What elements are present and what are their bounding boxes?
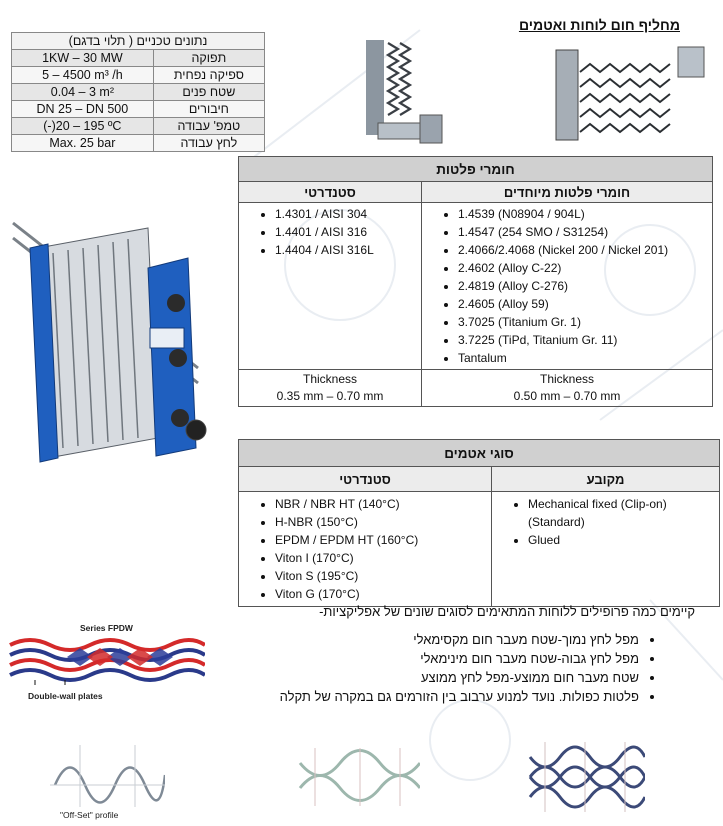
gaskets-title: סוגי אטמים [239, 440, 720, 467]
list-item: • 2.4819 (Alloy C-276) [458, 277, 712, 295]
list-item: • 1.4301 / AISI 304 [275, 205, 421, 223]
list-item: • 2.4605 (Alloy 59) [458, 295, 712, 313]
series-caption: Series FPDW [80, 623, 133, 633]
offset-profile-diagram [50, 745, 165, 807]
plate-materials-table [238, 156, 713, 407]
list-item: • מפל לחץ נמוך-שטח מעבר חום מקסימאלי [225, 630, 639, 649]
gaskets-fixed-cell [492, 492, 720, 607]
spec-value: DN 25 – DN 500 [12, 101, 154, 118]
list-item: • Viton G (170°C) [275, 585, 491, 603]
list-item: • Glued [528, 531, 689, 549]
profiles-list [225, 630, 665, 706]
spec-label: לחץ עבודה [153, 135, 264, 152]
spec-label: חיבורים [153, 101, 264, 118]
double-wall-caption: Double-wall plates [28, 691, 103, 701]
spec-value: (-)20 – 195 ºC [12, 118, 154, 135]
list-item: • Viton I (170°C) [275, 549, 491, 567]
list-item: • 1.4547 (254 SMO / S31254) [458, 223, 712, 241]
thickness-value: 0.50 mm – 0.70 mm [513, 389, 621, 403]
list-item: • 2.4066/2.4068 (Nickel 200 / Nickel 201) [458, 241, 712, 259]
list-item: • 1.4401 / AISI 316 [275, 223, 421, 241]
list-item: • H-NBR (150°C) [275, 513, 491, 531]
spec-header: נתונים טכניים ( תלוי בדגם) [12, 33, 265, 50]
plates-standard-cell [239, 203, 422, 370]
list-item: • Mechanical fixed (Clip-on) (Standard) [528, 495, 689, 531]
thickness-value: 0.35 mm – 0.70 mm [276, 389, 384, 403]
plate-cutaway-image [358, 35, 448, 145]
list-item: • 1.4539 (N08904 / 904L) [458, 205, 712, 223]
spec-value: 1KW – 30 MW [12, 50, 154, 67]
page-heading: מחליף חום לוחות ואטמים [518, 17, 680, 33]
double-profile-diagram [525, 742, 645, 812]
plates-standard-header: סטנדרטי [239, 182, 422, 203]
gaskets-standard-cell [239, 492, 492, 607]
spec-label: תפוקה [153, 50, 264, 67]
list-item: • Tantalum [458, 349, 712, 367]
thickness-label: Thickness [539, 372, 595, 386]
list-item: • 2.4602 (Alloy C-22) [458, 259, 712, 277]
plates-standard-thickness [239, 370, 422, 407]
spec-label: טמפ' עבודה [153, 118, 264, 135]
plates-special-thickness [422, 370, 713, 407]
profiles-intro: קיימים כמה פרופילים ללוחות המתאימים לסוגים שונים של אפליקציות- [319, 604, 695, 619]
list-item: • 3.7225 (TiPd, Titanium Gr. 11) [458, 331, 712, 349]
list-item: • NBR / NBR HT (140°C) [275, 495, 491, 513]
spec-value: Max. 25 bar [12, 135, 154, 152]
spec-label: שטח פנים [153, 84, 264, 101]
gasket-types-table [238, 439, 720, 607]
plates-special-header: חומרי פלטות מיוחדים [422, 182, 713, 203]
double-wall-diagram [5, 635, 205, 685]
spec-value: 0.04 – 3 m² [12, 84, 154, 101]
list-item: • Viton S (195°C) [275, 567, 491, 585]
thickness-label: Thickness [302, 372, 358, 386]
technical-data-table [11, 32, 265, 152]
list-item: • EPDM / EPDM HT (160°C) [275, 531, 491, 549]
list-item: • פלטות כפולות. נועד למנוע ערבוב בין הזורמים גם במקרה של תקלה [225, 687, 639, 706]
plates-special-cell [422, 203, 713, 370]
spec-label: ספיקה נפחית [153, 67, 264, 84]
list-item: • מפל לחץ גבוה-שטח מעבר חום מינימאלי [225, 649, 639, 668]
list-item: • שטח מעבר חום ממוצע-מפל לחץ ממוצע [225, 668, 639, 687]
offset-profile-caption: "Off-Set" profile [60, 810, 119, 820]
symmetric-profile-diagram [295, 748, 420, 806]
plate-pack-image [548, 42, 708, 147]
gaskets-fixed-header: מקובע [492, 467, 720, 492]
list-item: • 3.7025 (Titanium Gr. 1) [458, 313, 712, 331]
list-item: • 1.4404 / AISI 316L [275, 241, 421, 259]
spec-value: 5 – 4500 m³ /h [12, 67, 154, 84]
heat-exchanger-image [8, 208, 218, 463]
gaskets-standard-header: סטנדרטי [239, 467, 492, 492]
plates-title: חומרי פלטות [239, 157, 713, 182]
